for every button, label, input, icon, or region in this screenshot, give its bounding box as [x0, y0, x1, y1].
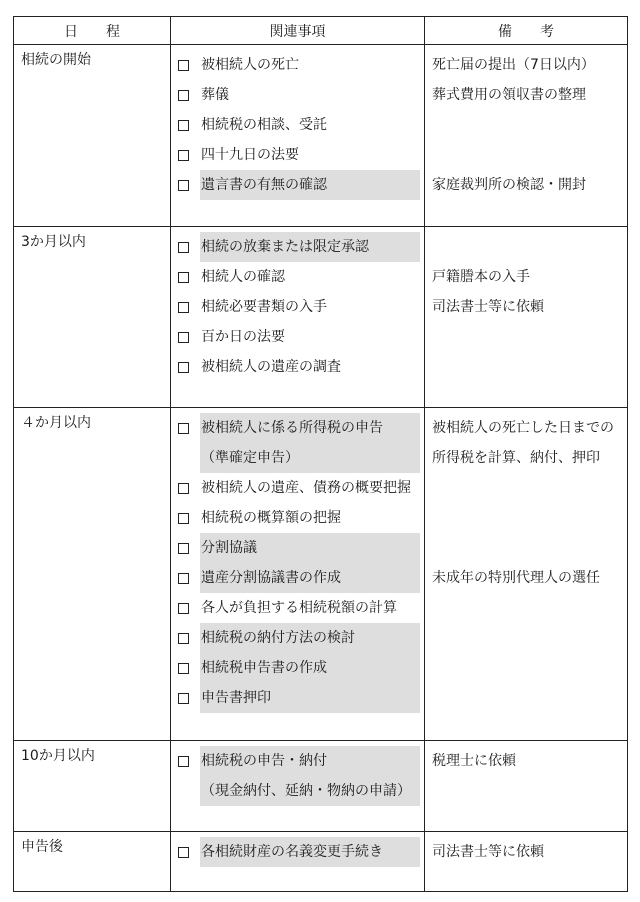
table-row: [14, 45, 628, 227]
checklist-item[interactable]: 相続税の概算額の把握: [178, 503, 420, 533]
checkbox-icon[interactable]: [178, 180, 189, 191]
inheritance-schedule-table: [13, 16, 628, 892]
checklist-item[interactable]: 遺産分割協議書の作成: [178, 563, 420, 593]
remark-text: 戸籍謄本の入手: [432, 269, 530, 285]
header-remarks: 備 考: [425, 17, 628, 45]
remark-text: 税理士に依頼: [432, 753, 516, 769]
remarks-cell: [425, 741, 628, 832]
remark-text: 葬式費用の領収書の整理: [432, 87, 586, 103]
remark-text: 被相続人の死亡した日までの: [432, 420, 614, 436]
checkbox-icon[interactable]: [178, 847, 189, 858]
items-cell: [171, 227, 425, 408]
checklist-item[interactable]: 相続税の納付方法の検討: [178, 623, 420, 653]
checkbox-icon[interactable]: [178, 573, 189, 584]
remarks-cell: [425, 408, 628, 741]
checkbox-icon[interactable]: [178, 242, 189, 253]
checklist-item[interactable]: 相続の放棄または限定承認: [178, 232, 420, 262]
checkbox-icon[interactable]: [178, 60, 189, 71]
period-label: 申告後: [21, 839, 63, 855]
checklist-item[interactable]: 四十九日の法要: [178, 140, 420, 170]
remark-text: 未成年の特別代理人の選任: [432, 570, 600, 586]
checkbox-icon[interactable]: [178, 302, 189, 313]
table-row: [14, 741, 628, 832]
remark-text: 死亡届の提出（7日以内）: [432, 57, 595, 73]
checklist-item[interactable]: 各相続財産の名義変更手続き: [178, 837, 420, 867]
period-cell: [14, 741, 171, 832]
items-cell: [171, 45, 425, 227]
checklist-item[interactable]: 葬儀: [178, 80, 420, 110]
header-items: 関連事項: [171, 17, 425, 45]
items-cell: [171, 741, 425, 832]
checkbox-icon[interactable]: [178, 483, 189, 494]
checkbox-icon[interactable]: [178, 693, 189, 704]
checklist-item-note: （現金納付、延納・物納の申請）: [178, 776, 420, 806]
checklist-item[interactable]: 被相続人に係る所得税の申告: [178, 413, 420, 443]
checkbox-icon[interactable]: [178, 756, 189, 767]
remark-text: 司法書士等に依頼: [432, 299, 544, 315]
checkbox-icon[interactable]: [178, 513, 189, 524]
checkbox-icon[interactable]: [178, 90, 189, 101]
checkbox-icon[interactable]: [178, 663, 189, 674]
checklist-item[interactable]: 相続税申告書の作成: [178, 653, 420, 683]
checklist-item[interactable]: 申告書押印: [178, 683, 420, 713]
checkbox-icon[interactable]: [178, 272, 189, 283]
checklist-item[interactable]: 被相続人の遺産の調査: [178, 352, 420, 382]
table-row: [14, 227, 628, 408]
remarks-cell: [425, 832, 628, 892]
remarks-cell: [425, 45, 628, 227]
period-cell: [14, 45, 171, 227]
remark-text: 司法書士等に依頼: [432, 844, 544, 860]
checkbox-icon[interactable]: [178, 603, 189, 614]
items-cell: [171, 832, 425, 892]
checklist-item[interactable]: 被相続人の遺産、債務の概要把握: [178, 473, 420, 503]
period-cell: [14, 227, 171, 408]
checklist-item[interactable]: 相続税の相談、受託: [178, 110, 420, 140]
period-label: 相続の開始: [21, 52, 91, 68]
period-label: ４か月以内: [21, 415, 91, 431]
checklist-item-note: （準確定申告）: [178, 443, 420, 473]
remark-text: 家庭裁判所の検認・開封: [432, 177, 586, 193]
checklist-item[interactable]: 遺言書の有無の確認: [178, 170, 420, 200]
items-cell: [171, 408, 425, 741]
checkbox-icon[interactable]: [178, 362, 189, 373]
checkbox-icon[interactable]: [178, 423, 189, 434]
checkbox-icon[interactable]: [178, 543, 189, 554]
period-cell: [14, 832, 171, 892]
period-cell: [14, 408, 171, 741]
table-row: [14, 832, 628, 892]
period-label: 3か月以内: [21, 234, 86, 250]
checkbox-icon[interactable]: [178, 633, 189, 644]
checklist-item[interactable]: 相続税の申告・納付: [178, 746, 420, 776]
checklist-item[interactable]: 相続人の確認: [178, 262, 420, 292]
checklist-item[interactable]: 各人が負担する相続税額の計算: [178, 593, 420, 623]
checkbox-icon[interactable]: [178, 150, 189, 161]
table-row: [14, 408, 628, 741]
checklist-item[interactable]: 百か日の法要: [178, 322, 420, 352]
header-schedule: 日 程: [14, 17, 171, 45]
checklist-item[interactable]: 被相続人の死亡: [178, 50, 420, 80]
remarks-cell: [425, 227, 628, 408]
remark-text: 所得税を計算、納付、押印: [432, 450, 600, 466]
header-row: [14, 17, 628, 45]
period-label: 10か月以内: [21, 748, 95, 764]
checklist-item[interactable]: 分割協議: [178, 533, 420, 563]
checkbox-icon[interactable]: [178, 120, 189, 131]
checkbox-icon[interactable]: [178, 332, 189, 343]
checklist-item[interactable]: 相続必要書類の入手: [178, 292, 420, 322]
